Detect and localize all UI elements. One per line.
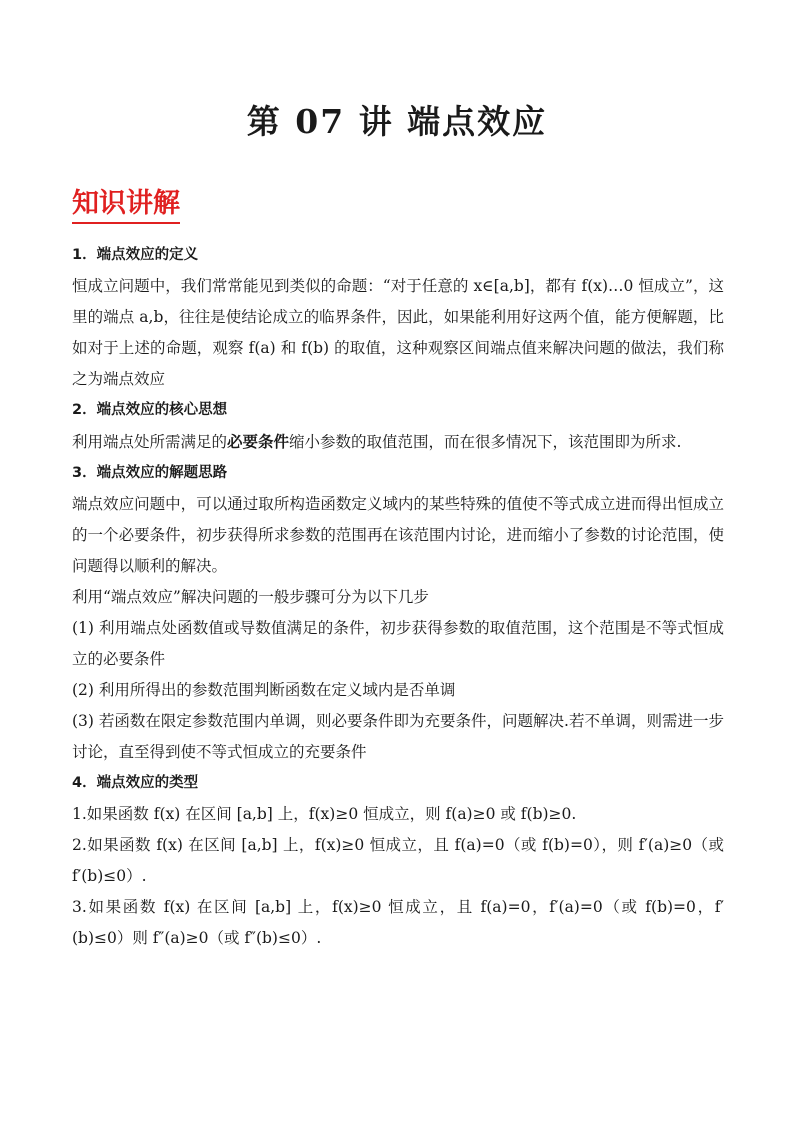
step-1: (1) 利用端点处函数值或导数值满足的条件，初步获得参数的取值范围，这个范围是不等式恒成立的必要条件 [72,619,724,668]
document-body [72,240,724,954]
section-heading: 知识讲解 [72,188,180,224]
heading-definition: 1．端点效应的定义 [72,247,199,263]
step-3: (3) 若函数在限定参数范围内单调，则必要条件即为充要条件，问题解决.若不单调，则需进一步讨论，直至得到使不等式恒成立的充要条件 [72,712,724,761]
paragraph-steps-intro: 利用“端点效应”解决问题的一般步骤可分为以下几步 [72,588,429,606]
type-2: 2.如果函数 f(x) 在区间 [a,b] 上，f(x)≥0 恒成立，且 f(a)=0（或 f(b)=0），则 f′(a)≥0（或 f′(b)≤0）. [72,836,724,885]
page-title: 第 07 讲 端点效应 [246,102,548,141]
core-idea-emphasis: 必要条件 [227,432,290,451]
paragraph-approach: 端点效应问题中，可以通过取所构造函数定义域内的某些特殊的值使不等式成立进而得出恒成立的一个必要条件，初步获得所求参数的范围再在该范围内讨论，进而缩小了参数的讨论范围，使问题得以顺利的解决。 [72,495,724,575]
type-1: 1.如果函数 f(x) 在区间 [a,b] 上，f(x)≥0 恒成立，则 f(a)≥0 或 f(b)≥0. [72,805,577,823]
step-2: (2) 利用所得出的参数范围判断函数在定义域内是否单调 [72,681,456,699]
heading-types: 4．端点效应的类型 [72,775,199,791]
type-3: 3.如果函数 f(x) 在区间 [a,b] 上，f(x)≥0 恒成立，且 f(a)=0，f′(a)=0（或 f(b)=0，f′(b)≤0）则 f″(a)≥0（或 f″(b)≤0）. [72,898,724,947]
paragraph-definition: 恒成立问题中，我们常常能见到类似的命题：“对于任意的 x∈[a,b]，都有 f(x)…0 恒成立”，这里的端点 a,b，往往是使结论成立的临界条件，因此，如果能利用好这两个值，能方便解题，比如对于上述的命题，观察 f(a) 和 f(b) 的取值，这种观察区间端点值来解决问题的做法，我们称之为端点效应 [72,277,724,388]
core-idea-text-post: 缩小参数的取值范围，而在很多情况下，该范围即为所求. [289,433,682,451]
heading-approach: 3．端点效应的解题思路 [72,465,228,481]
paragraph-core-idea [72,426,724,458]
heading-core-idea: 2．端点效应的核心思想 [72,402,228,418]
core-idea-text-pre: 利用端点处所需满足的 [72,433,228,451]
